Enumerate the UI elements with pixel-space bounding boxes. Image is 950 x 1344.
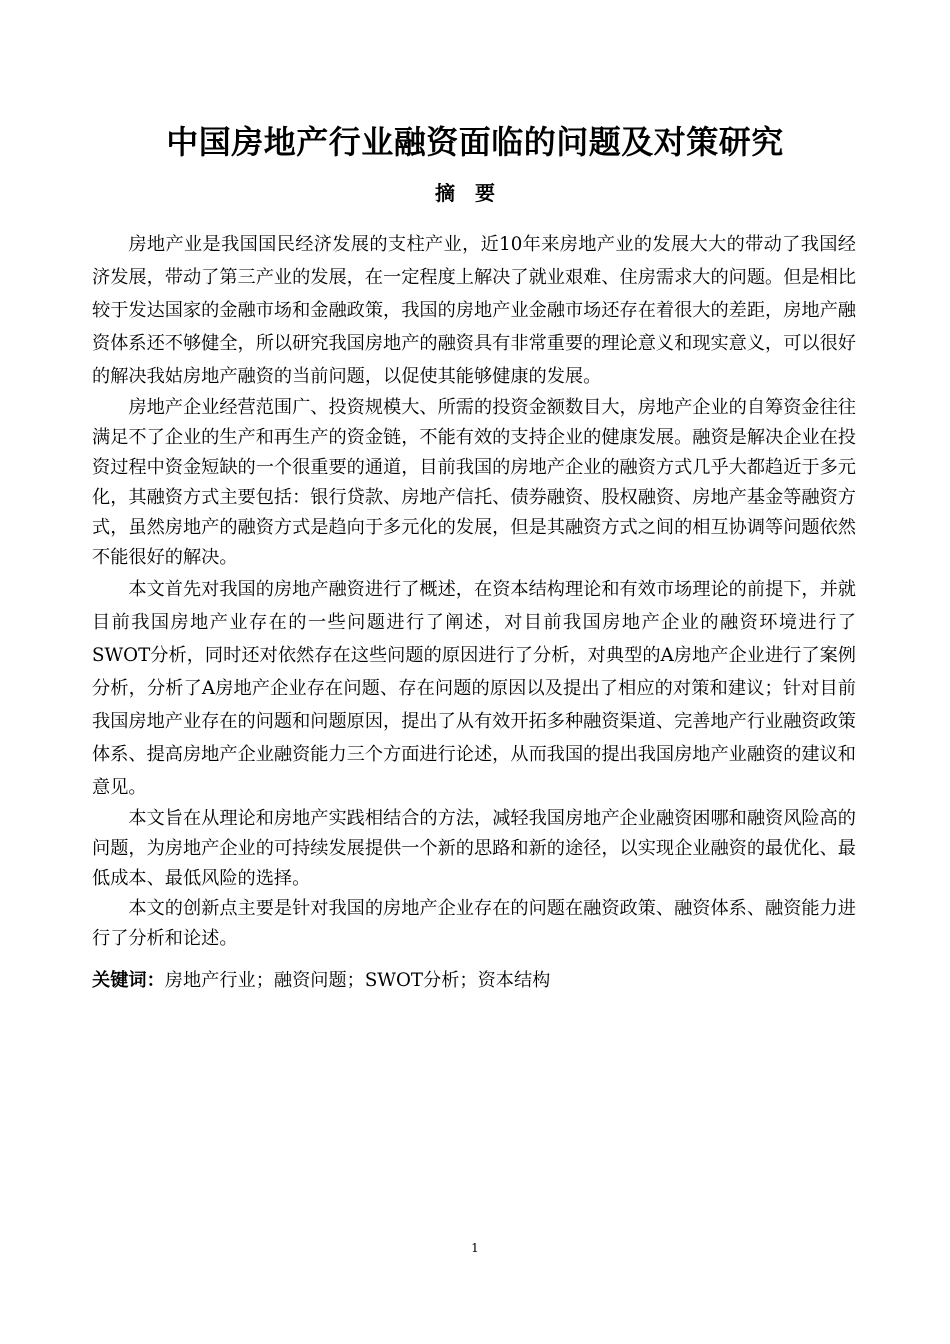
page-number: 1 — [471, 1241, 479, 1255]
abstract-body — [92, 228, 856, 996]
abstract-paragraph-3: 本文首先对我国的房地产融资进行了概述，在资本结构理论和有效市场理论的前提下，并就目前我国房地产业存在的一些问题进行了阐述，对目前我国房地产企业的融资环境进行了SWOT分析，同时还对依然存在这些问题的原因进行了分析，对典型的A房地产企业进行了案例分析，分析了A房地产企业存在问题、存在问题的原因以及提出了相应的对策和建议；针对目前我国房地产业存在的问题和问题原因，提出了从有效开拓多种融资渠道、完善地产行业融资政策体系、提高房地产企业融资能力三个方面进行论述，从而我国的提出我国房地产业融资的建议和意见。 — [92, 579, 856, 798]
abstract-paragraph-2: 房地产企业经营范围广、投资规模大、所需的投资金额数目大，房地产企业的自筹资金往往满足不了企业的生产和再生产的资金链，不能有效的支持企业的健康发展。融资是解决企业在投资过程中资金短缺的一个很重要的通道，目前我国的房地产企业的融资方式几乎大都趋近于多元化，其融资方式主要包括：银行贷款、房地产信托、债券融资、股权融资、房地产基金等融资方式，虽然房地产的融资方式是趋向于多元化的发展，但是其融资方式之间的相互协调等问题依然不能很好的解决。 — [92, 397, 856, 568]
abstract-paragraph-4: 本文旨在从理论和房地产实践相结合的方法，减轻我国房地产企业融资困哪和融资风险高的问题，为房地产企业的可持续发展提供一个新的思路和新的途径，以实现企业融资的最优化、最低成本、最低风险的选择。 — [92, 808, 856, 889]
keywords-line — [92, 966, 856, 996]
abstract-heading: 摘要 — [435, 181, 515, 205]
document-title: 中国房地产行业融资面临的问题及对策研究 — [166, 123, 784, 161]
abstract-paragraph-1: 房地产业是我国国民经济发展的支柱产业，近10年来房地产业的发展大大的带动了我国经济发展，带动了第三产业的发展，在一定程度上解决了就业艰难、住房需求大的问题。但是相比较于发达国家的金融市场和金融政策，我国的房地产业金融市场还存在着很大的差距，房地产融资体系还不够健全，所以研究我国房地产的融资具有非常重要的理论意义和现实意义，可以很好的解决我姑房地产融资的当前问题，以促使其能够健康的发展。 — [92, 234, 856, 387]
keywords-label: 关键词： — [92, 970, 165, 991]
abstract-paragraph-5: 本文的创新点主要是针对我国的房地产企业存在的问题在融资政策、融资体系、融资能力进行了分析和论述。 — [92, 898, 856, 949]
keywords-text: 房地产行业；融资问题；SWOT分析；资本结构 — [164, 970, 551, 991]
